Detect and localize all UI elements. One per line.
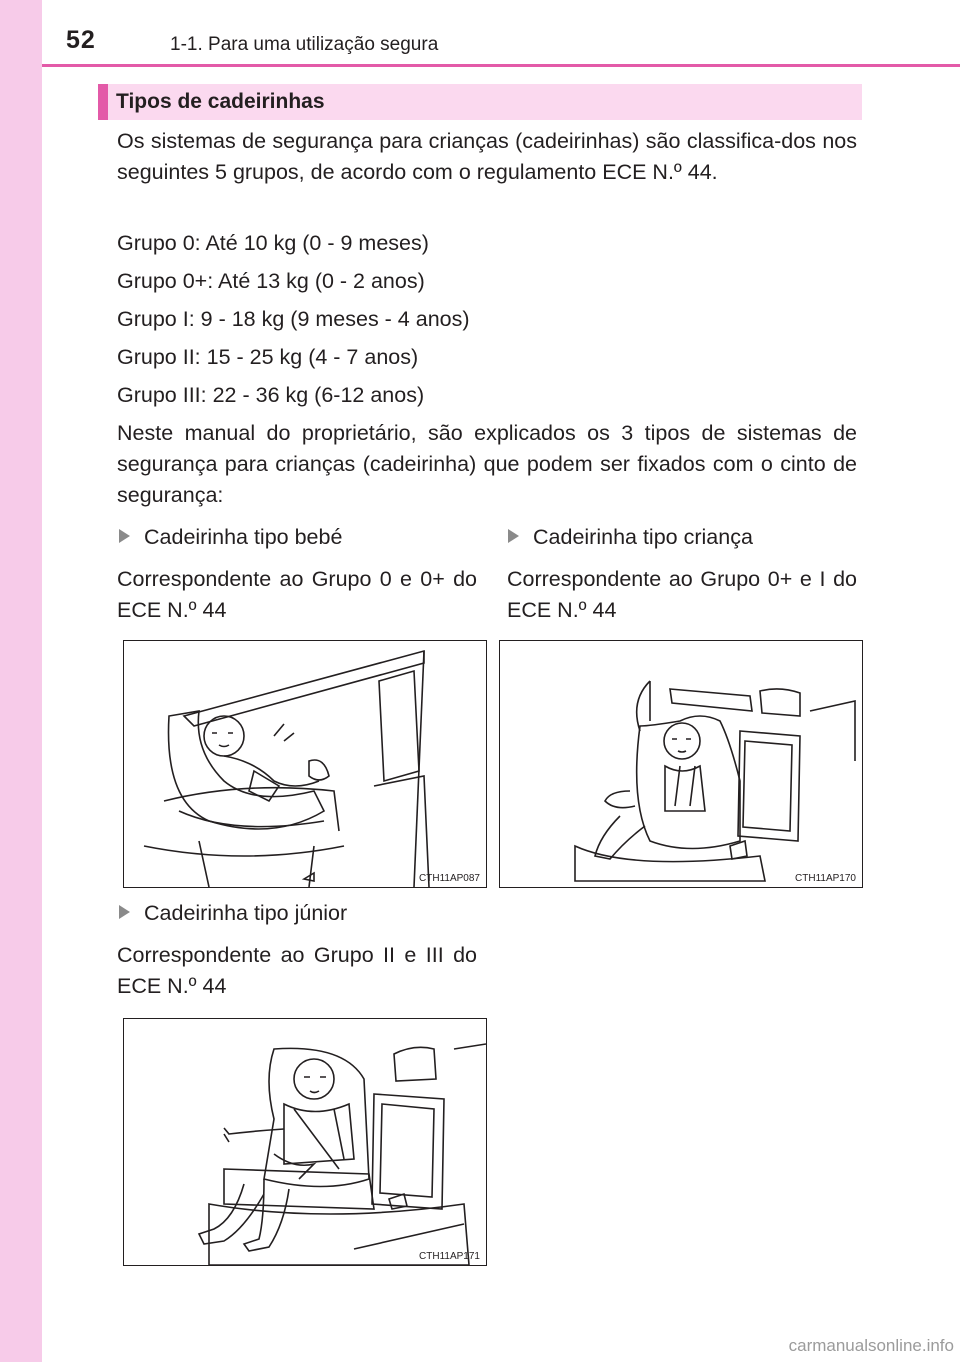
heading-text: Tipos de cadeirinhas (116, 90, 325, 113)
heading-accent-bar (98, 84, 108, 120)
footer-watermark: carmanualsonline.info (788, 1336, 954, 1355)
triangle-bullet-icon (508, 529, 519, 543)
side-color-band (0, 0, 42, 1362)
item-desc-child-seat: Correspondente ao Grupo 0+ e I do ECE N.º 44 (507, 567, 857, 622)
item-desc-baby-seat: Correspondente ao Grupo 0 e 0+ do ECE N.º 44 (117, 567, 477, 622)
section-title: 1-1. Para uma utilização segura (170, 34, 439, 55)
figure-baby-seat (123, 640, 487, 888)
group-line-3: Grupo III: 22 - 36 kg (6-12 anos) (117, 383, 425, 407)
figure-child-seat (499, 640, 863, 888)
group-line-2: Grupo II: 15 - 25 kg (4 - 7 anos) (117, 345, 419, 369)
triangle-bullet-icon (119, 905, 130, 919)
group-line-0plus: Grupo 0+: Até 13 kg (0 - 2 anos) (117, 269, 425, 293)
child-seat-illustration (500, 641, 862, 887)
figure-code: CTH11AP087 (419, 873, 480, 884)
header-rule (42, 64, 960, 67)
junior-seat-illustration (124, 1019, 486, 1265)
group-line-0: Grupo 0: Até 10 kg (0 - 9 meses) (117, 231, 429, 255)
item-title-junior-seat: Cadeirinha tipo júnior (119, 898, 347, 929)
item-title-child-seat: Cadeirinha tipo criança (508, 522, 753, 553)
figure-junior-seat (123, 1018, 487, 1266)
page-header (42, 0, 960, 62)
manual-note-paragraph: Neste manual do proprietário, são explicados os 3 tipos de sistemas de segurança para crianças (cadeirinha) que podem ser fixados com o cinto de segurança: (117, 421, 857, 507)
intro-paragraph: Os sistemas de segurança para crianças (cadeirinhas) são classifica-dos nos seguintes 5 grupos, de acordo com o regulamento ECE N.º 44. (117, 129, 857, 184)
baby-seat-illustration (124, 641, 486, 887)
item-title-baby-seat: Cadeirinha tipo bebé (119, 522, 342, 553)
page-number: 52 (66, 26, 96, 54)
figure-code: CTH11AP171 (419, 1251, 480, 1262)
figure-code: CTH11AP170 (795, 873, 856, 884)
triangle-bullet-icon (119, 529, 130, 543)
group-line-1: Grupo I: 9 - 18 kg (9 meses - 4 anos) (117, 307, 470, 331)
section-heading (98, 84, 862, 120)
item-desc-junior-seat: Correspondente ao Grupo II e III do ECE N.º 44 (117, 943, 477, 998)
